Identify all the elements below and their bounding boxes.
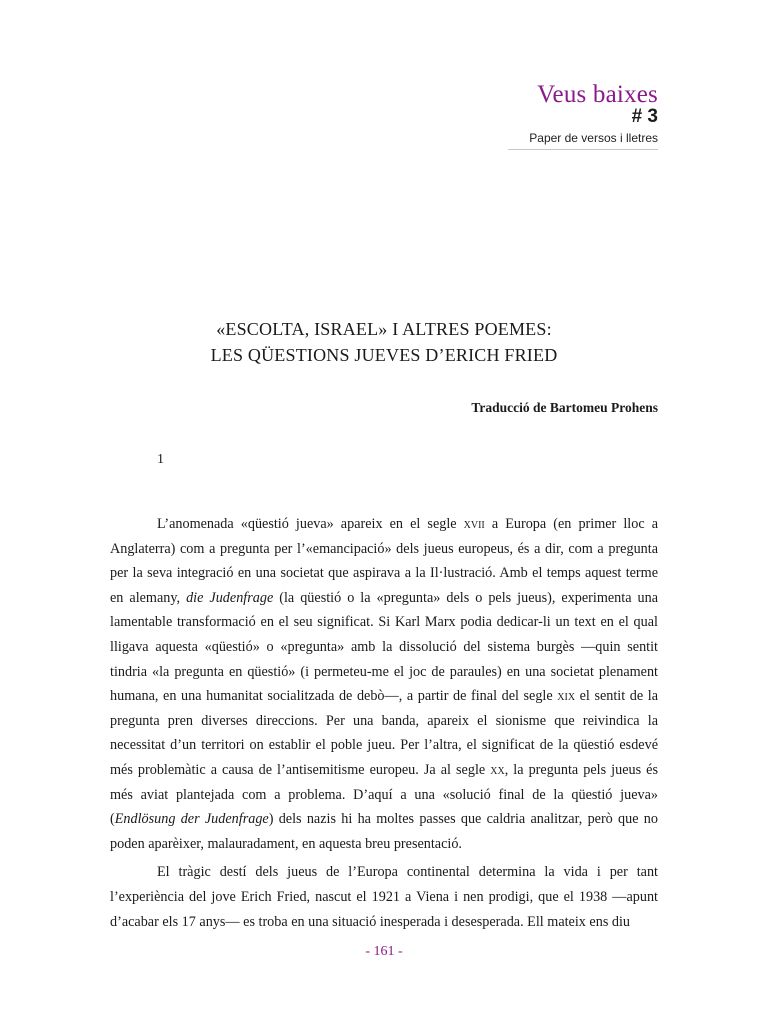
journal-title: Veus baixes bbox=[537, 81, 658, 108]
journal-subtitle: Paper de versos i lletres bbox=[508, 130, 658, 150]
article-title-line-2: LES QÜESTIONS JUEVES D’ERICH FRIED bbox=[210, 345, 558, 365]
text-run: , la pregunta pels jueus és més aviat plantejada com a problema. D’aquí a una «solució final de la qüestió jueva» ( bbox=[110, 761, 658, 828]
century-numeral: xvii bbox=[463, 516, 485, 532]
paragraph-1 bbox=[110, 512, 658, 856]
italic-term: Endlösung der Judenfrage bbox=[114, 811, 269, 828]
century-numeral: xix bbox=[557, 688, 576, 705]
translator-credit: Traducció de Bartomeu Prohens bbox=[471, 400, 658, 415]
text-run: el sentit de la pregunta pren diverses direccions. Per una banda, apareix el sionisme que reivindica la necessitat d’un territori on establir el poble jueu. Per l’altra, el significat de la qüestió esdevé més problemàtic a causa de l’antisemitisme europeu. Ja al segle bbox=[110, 688, 658, 778]
italic-term: die Judenfrage bbox=[186, 589, 274, 606]
section-number: 1 bbox=[157, 452, 164, 467]
paragraph-2: El tràgic destí dels jueus de l’Europa continental determina la vida i per tant l’experiència del jove Erich Fried, nascut el 1921 a Viena i nen prodigi, que el 1938 —apunt d’acabar els 17 anys— es troba en una situació inesperada i desesperada. Ell mateix ens diu bbox=[110, 864, 658, 930]
page-number: - 161 - bbox=[365, 944, 403, 959]
century-numeral: xx bbox=[490, 761, 505, 778]
text-run: L’anomenada «qüestió jueva» apareix en el segle bbox=[157, 516, 464, 532]
text-run: (la qüestió o la «pregunta» dels o pels jueus), experimenta una lamentable transformació en el seu significat. Si Karl Marx podia dedicar-li un text en el qual lligava aquesta «qüestió» o «pregunta» amb la dissolució del sistema burgès —quin sentit tindria «la pregunta en qüestió» (i permeteu-me el joc de paraules) en una societat plenament humana, en una humanitat socialitzada de debò—, a partir de final del segle bbox=[110, 589, 658, 705]
article-title bbox=[110, 316, 658, 368]
article-body bbox=[110, 512, 658, 938]
issue-number: # 3 bbox=[631, 106, 658, 127]
text-run: a Europa (en primer lloc a Anglaterra) com a pregunta per l’«emancipació» dels jueus europeus, és a dir, com a pregunta per la seva integració en una societat que aspirava a la Il·lustració. Amb el temps aquest terme en alemany, bbox=[110, 516, 658, 606]
article-title-line-1: «ESCOLTA, ISRAEL» I ALTRES POEMES: bbox=[216, 319, 552, 339]
journal-header bbox=[508, 80, 658, 150]
text-run: ) dels nazis hi ha moltes passes que caldria analitzar, però que no poden aparèixer, malauradament, en aquesta breu presentació. bbox=[110, 811, 658, 852]
